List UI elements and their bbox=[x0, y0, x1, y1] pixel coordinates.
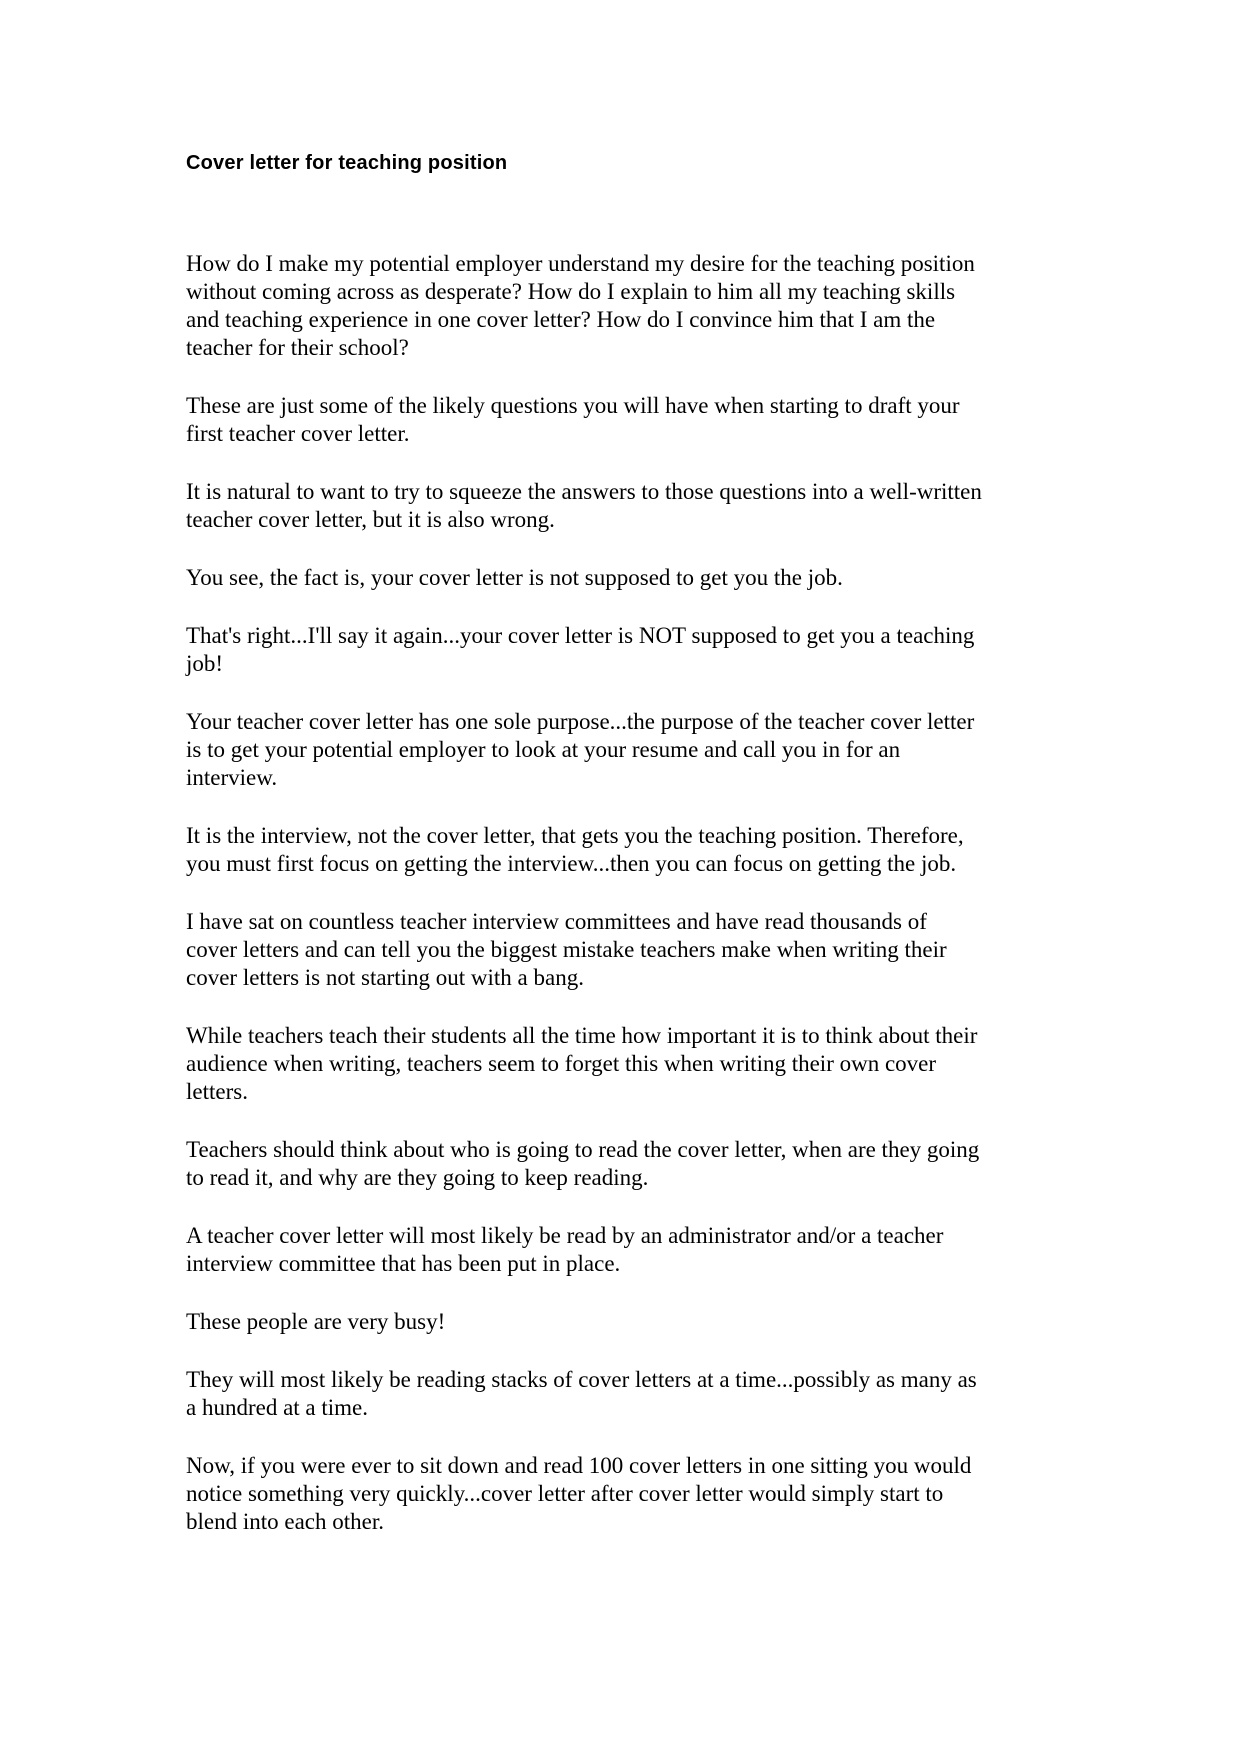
text-line: It is the interview, not the cover letter, that gets you the teaching position. Therefore, bbox=[186, 823, 964, 848]
paragraph bbox=[186, 1308, 1071, 1336]
paragraph bbox=[186, 1222, 1071, 1278]
text-line: is to get your potential employer to look at your resume and call you in for an bbox=[186, 737, 901, 762]
paragraph bbox=[186, 564, 1071, 592]
text-line: to read it, and why are they going to keep reading. bbox=[186, 1165, 649, 1190]
text-line: That's right...I'll say it again...your cover letter is NOT supposed to get you a teaching bbox=[186, 623, 975, 648]
text-line: and teaching experience in one cover letter? How do I convince him that I am the bbox=[186, 307, 936, 332]
paragraph bbox=[186, 1022, 1071, 1106]
text-line: I have sat on countless teacher interview committees and have read thousands of bbox=[186, 909, 927, 934]
text-line: interview. bbox=[186, 765, 278, 790]
paragraph bbox=[186, 250, 1071, 362]
document-content bbox=[186, 150, 1071, 1566]
text-line: These people are very busy! bbox=[186, 1309, 446, 1334]
text-line: A teacher cover letter will most likely be read by an administrator and/or a teacher bbox=[186, 1223, 944, 1248]
paragraph bbox=[186, 822, 1071, 878]
text-line: interview committee that has been put in place. bbox=[186, 1251, 621, 1276]
paragraph bbox=[186, 622, 1071, 678]
text-line: Your teacher cover letter has one sole purpose...the purpose of the teacher cover letter bbox=[186, 709, 975, 734]
text-line: audience when writing, teachers seem to forget this when writing their own cover bbox=[186, 1051, 937, 1076]
paragraph bbox=[186, 392, 1071, 448]
document-body bbox=[186, 250, 1071, 1536]
text-line: It is natural to want to try to squeeze the answers to those questions into a well-written bbox=[186, 479, 982, 504]
text-line: cover letters and can tell you the biggest mistake teachers make when writing their bbox=[186, 937, 947, 962]
text-line: teacher cover letter, but it is also wrong. bbox=[186, 507, 555, 532]
text-line: a hundred at a time. bbox=[186, 1395, 369, 1420]
text-line: Teachers should think about who is going to read the cover letter, when are they going bbox=[186, 1137, 980, 1162]
paragraph bbox=[186, 1136, 1071, 1192]
text-line: These are just some of the likely questions you will have when starting to draft your bbox=[186, 393, 960, 418]
document-title: Cover letter for teaching position bbox=[186, 152, 508, 174]
text-line: teacher for their school? bbox=[186, 335, 409, 360]
text-line: Now, if you were ever to sit down and read 100 cover letters in one sitting you would bbox=[186, 1453, 972, 1478]
text-line: blend into each other. bbox=[186, 1509, 384, 1534]
text-line: They will most likely be reading stacks of cover letters at a time...possibly as many as bbox=[186, 1367, 977, 1392]
paragraph bbox=[186, 478, 1071, 534]
paragraph bbox=[186, 1366, 1071, 1422]
paragraph bbox=[186, 708, 1071, 792]
text-line: job! bbox=[186, 651, 224, 676]
text-line: first teacher cover letter. bbox=[186, 421, 410, 446]
text-line: While teachers teach their students all the time how important it is to think about their bbox=[186, 1023, 978, 1048]
paragraph bbox=[186, 908, 1071, 992]
text-line: letters. bbox=[186, 1079, 248, 1104]
text-line: you must first focus on getting the interview...then you can focus on getting the job. bbox=[186, 851, 957, 876]
text-line: cover letters is not starting out with a bang. bbox=[186, 965, 584, 990]
text-line: You see, the fact is, your cover letter is not supposed to get you the job. bbox=[186, 565, 843, 590]
text-line: How do I make my potential employer understand my desire for the teaching position bbox=[186, 251, 975, 276]
text-line: without coming across as desperate? How do I explain to him all my teaching skills bbox=[186, 279, 956, 304]
text-line: notice something very quickly...cover letter after cover letter would simply start to bbox=[186, 1481, 944, 1506]
paragraph bbox=[186, 1452, 1071, 1536]
